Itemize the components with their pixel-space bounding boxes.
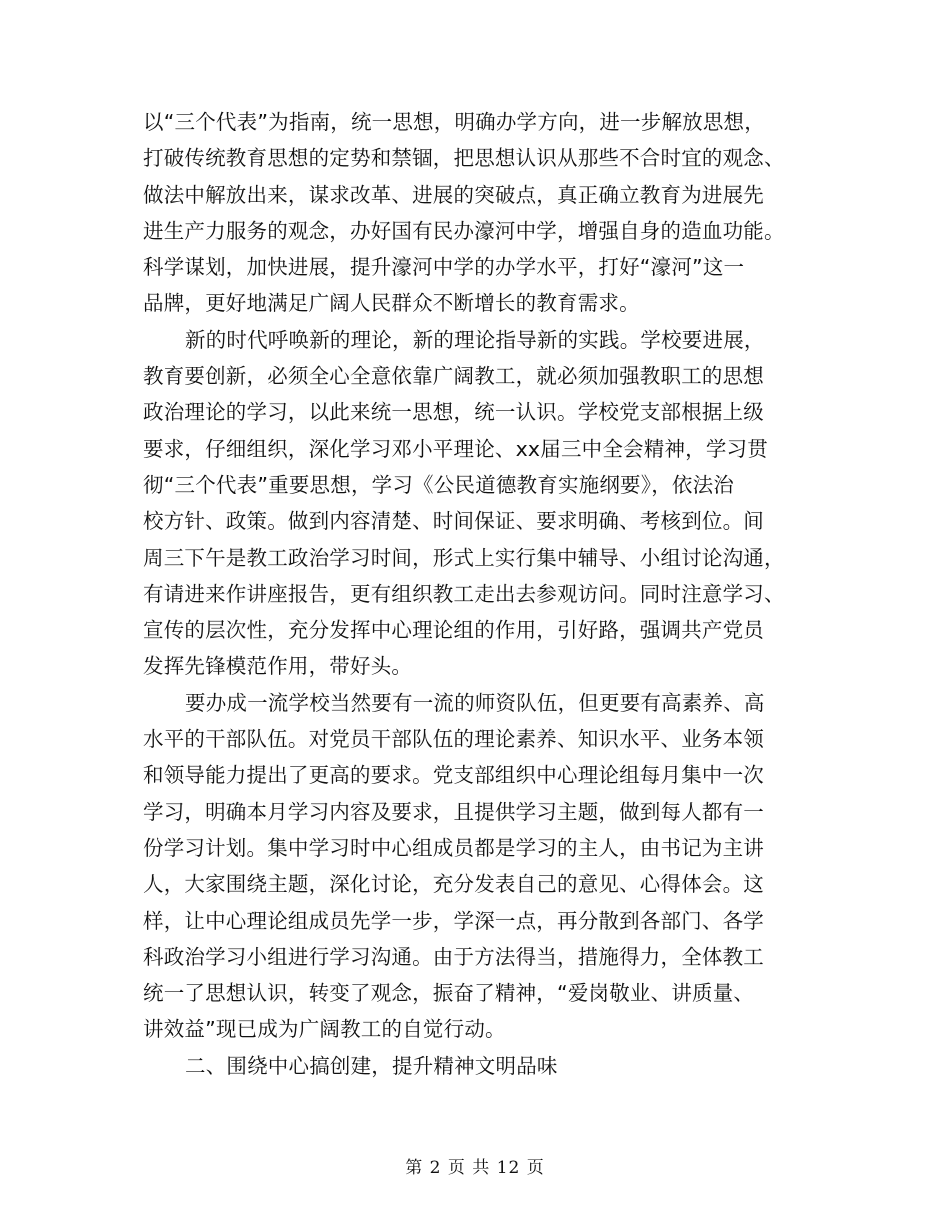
text-line: 打破传统教育思想的定势和禁锢，把思想认识从那些不合时宜的观念、: [143, 146, 785, 171]
text-line: 要求，仔细组织，深化学习邓小平理论、xx届三中全会精神，学习贯: [143, 436, 768, 461]
text-line: 新的时代呼唤新的理论，新的理论指导新的实践。学校要进展，: [185, 327, 765, 352]
text-line: 份学习计划。集中学习时中心组成员都是学习的主人，由书记为主讲: [143, 835, 764, 860]
text-line: 人，大家围绕主题，深化讨论，充分发表自己的意见、心得体会。这: [143, 872, 764, 897]
text-line: 政治理论的学习，以此来统一思想，统一认识。学校党支部根据上级: [143, 400, 764, 425]
paragraph-1: [143, 104, 808, 322]
paragraph-2: [143, 322, 808, 685]
text-line: 品牌，更好地满足广阔人民群众不断增长的教育需求。: [143, 291, 640, 316]
text-line: 进生产力服务的观念，办好国有民办濠河中学，增强自身的造血功能。: [143, 218, 785, 243]
text-line: 科政治学习小组进行学习沟通。由于方法得当，措施得力，全体教工: [143, 944, 764, 969]
text-line: 宣传的层次性，充分发挥中心理论组的作用，引好路，强调共产党员: [143, 618, 764, 643]
text-line: 发挥先锋模范作用，带好头。: [143, 654, 413, 679]
text-line: 和领导能力提出了更高的要求。党支部组织中心理论组每月集中一次: [143, 763, 764, 788]
text-line: 水平的干部队伍。对党员干部队伍的理论素养、知识水平、业务本领: [143, 727, 764, 752]
text-line: 有请进来作讲座报告，更有组织教工走出去参观访问。同时注意学习、: [143, 581, 785, 606]
document-body: [143, 104, 808, 1084]
text-line: 统一了思想认识，转变了观念，振奋了精神，“爱岗敬业、讲质量、: [143, 981, 755, 1006]
text-line: 教育要创新，必须全心全意依靠广阔教工，就必须加强教职工的思想: [143, 364, 764, 389]
text-line: 要办成一流学校当然要有一流的师资队伍，但更要有高素养、高: [185, 690, 765, 715]
text-line: 讲效益”现已成为广阔教工的自觉行动。: [143, 1017, 506, 1042]
paragraph-3: [143, 685, 808, 1048]
text-line: 校方针、政策。做到内容清楚、时间保证、要求明确、考核到位。间: [143, 509, 764, 534]
text-line: 学习，明确本月学习内容及要求，且提供学习主题，做到每人都有一: [143, 799, 764, 824]
heading-line: 二、围绕中心搞创建，提升精神文明品味: [185, 1053, 558, 1078]
text-line: 以“三个代表”为指南，统一思想，明确办学方向，进一步解放思想，: [143, 110, 765, 134]
text-line: 样，让中心理论组成员先学一步，学深一点，再分散到各部门、各学: [143, 908, 764, 933]
text-line: 科学谋划，加快进展，提升濠河中学的办学水平，打好“濠河”这一: [143, 255, 745, 280]
section-heading: [143, 1048, 808, 1084]
text-line: 彻“三个代表”重要思想，学习《公民道德教育实施纲要》，依法治: [143, 472, 734, 497]
text-line: 周三下午是教工政治学习时间，形式上实行集中辅导、小组讨论沟通，: [143, 545, 785, 570]
page-number-footer: 第 2 页 共 12 页: [405, 1158, 545, 1178]
text-line: 做法中解放出来，谋求改革、进展的突破点，真正确立教育为进展先: [143, 182, 764, 207]
